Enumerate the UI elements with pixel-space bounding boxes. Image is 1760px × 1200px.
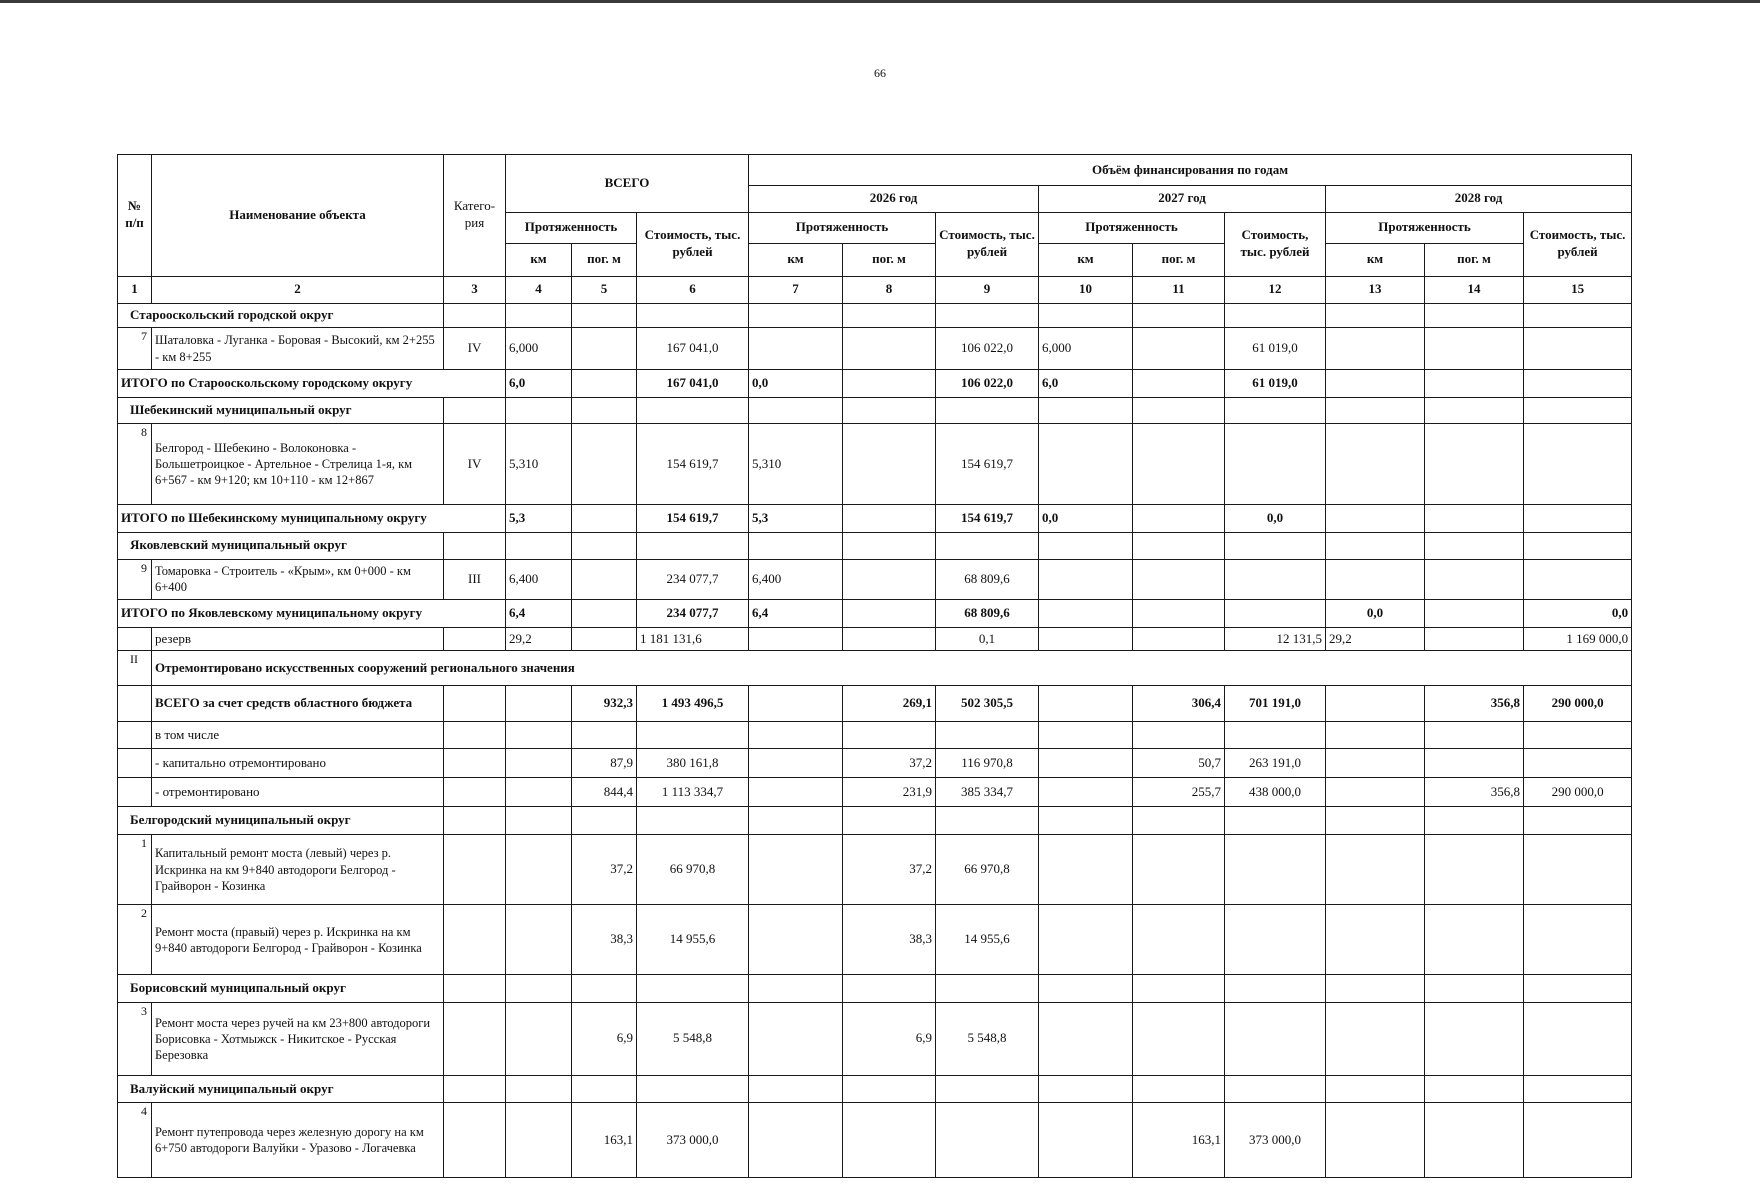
header-cost-2026: Стоимость, тыс. рублей: [936, 212, 1039, 276]
header-row-1: [118, 155, 1632, 186]
km-2026: 5,310: [749, 424, 843, 505]
total-cost: 14 955,6: [637, 905, 749, 975]
total-cost: 167 041,0: [637, 328, 749, 369]
cost-2027: 263 191,0: [1225, 749, 1326, 778]
col-number: 12: [1225, 276, 1326, 303]
total-cost: 154 619,7: [637, 424, 749, 505]
total-cost: 1 113 334,7: [637, 778, 749, 807]
header-pogm-total: пог. м: [572, 243, 637, 276]
total-km: 5,3: [506, 504, 572, 532]
header-year-2028: 2028 год: [1326, 185, 1632, 212]
table-row: [118, 424, 1632, 505]
header-total: ВСЕГО: [506, 155, 749, 213]
cost-2026: 14 955,6: [936, 905, 1039, 975]
reserve-row: [118, 627, 1632, 651]
total-pogm: 87,9: [572, 749, 637, 778]
km-2027: 0,0: [1039, 504, 1133, 532]
object-name: Шаталовка - Луганка - Боровая - Высокий, км 2+255 - км 8+255: [152, 328, 444, 369]
section-row: [118, 532, 1632, 559]
col-number: 2: [152, 276, 444, 303]
total-cost: 1 493 496,5: [637, 686, 749, 721]
total-cost: 234 077,7: [637, 599, 749, 627]
col-number: 5: [572, 276, 637, 303]
total-km: 5,310: [506, 424, 572, 505]
total-pogm: 37,2: [572, 835, 637, 905]
category: III: [444, 559, 506, 599]
header-cost-2027: Стоимость, тыс. рублей: [1225, 212, 1326, 276]
object-name: в том числе: [152, 721, 444, 749]
table-row: [118, 1003, 1632, 1075]
object-name: - капитально отремонтировано: [152, 749, 444, 778]
header-num: № п/п: [118, 155, 152, 277]
total-km: 29,2: [506, 627, 572, 651]
header-pogm-2028: пог. м: [1425, 243, 1524, 276]
table-row: [118, 778, 1632, 807]
header-length-2026: Протяженность: [749, 212, 936, 243]
section-row: [118, 807, 1632, 835]
cost-2026: 154 619,7: [936, 504, 1039, 532]
subtotal-label: ИТОГО по Старооскольскому городскому округу: [118, 369, 506, 397]
header-length-2028: Протяженность: [1326, 212, 1524, 243]
col-number: 15: [1524, 276, 1632, 303]
object-name: Томаровка - Строитель - «Крым», км 0+000 - км 6+400: [152, 559, 444, 599]
table-row: [118, 835, 1632, 905]
header-km-2026: км: [749, 243, 843, 276]
cost-2027: 373 000,0: [1225, 1103, 1326, 1178]
header-category: Катего-рия: [444, 155, 506, 277]
cost-2026: 0,1: [936, 627, 1039, 651]
total-pogm: 6,9: [572, 1003, 637, 1075]
total-km: 6,0: [506, 369, 572, 397]
header-km-total: км: [506, 243, 572, 276]
total-pogm: 38,3: [572, 905, 637, 975]
top-scan-border: [0, 0, 1760, 3]
subtotal-label: ИТОГО по Яковлевскому муниципальному округу: [118, 599, 506, 627]
km-2028: 0,0: [1326, 599, 1425, 627]
object-name: Капитальный ремонт моста (левый) через р. Искринка на км 9+840 автодороги Белгород - Грайворон - Козинка: [152, 835, 444, 905]
cost-2026: 66 970,8: [936, 835, 1039, 905]
section-row: [118, 303, 1632, 328]
km-2026: 0,0: [749, 369, 843, 397]
total-cost: 154 619,7: [637, 504, 749, 532]
cost-2026: 68 809,6: [936, 559, 1039, 599]
section-row: [118, 1075, 1632, 1103]
table-row: [118, 328, 1632, 369]
cost-2027: 12 131,5: [1225, 627, 1326, 651]
table-row: [118, 905, 1632, 975]
col-number: 9: [936, 276, 1039, 303]
cost-2026: 5 548,8: [936, 1003, 1039, 1075]
header-year-2027: 2027 год: [1039, 185, 1326, 212]
table-row: [118, 559, 1632, 599]
row-number: 7: [118, 328, 152, 369]
object-name: резерв: [152, 627, 444, 651]
section-title: Валуйский муниципальный округ: [118, 1075, 444, 1103]
col-number: 13: [1326, 276, 1425, 303]
pogm-2026: 37,2: [843, 749, 936, 778]
pogm-2027: 50,7: [1133, 749, 1225, 778]
row-number: 2: [118, 905, 152, 975]
km-2026: 6,400: [749, 559, 843, 599]
object-name: ВСЕГО за счет средств областного бюджета: [152, 686, 444, 721]
total-cost: 234 077,7: [637, 559, 749, 599]
header-length-total: Протяженность: [506, 212, 637, 243]
header-year-2026: 2026 год: [749, 185, 1039, 212]
km-2027: 6,0: [1039, 369, 1133, 397]
header-financing: Объём финансирования по годам: [749, 155, 1632, 186]
cost-2028: 290 000,0: [1524, 778, 1632, 807]
col-number: 6: [637, 276, 749, 303]
cost-2026: 106 022,0: [936, 328, 1039, 369]
km-2028: 29,2: [1326, 627, 1425, 651]
section-row: [118, 397, 1632, 424]
col-number: 4: [506, 276, 572, 303]
column-number-row: [118, 276, 1632, 303]
page-number: 66: [874, 66, 886, 80]
object-name: Белгород - Шебекино - Волоконовка - Большетроицкое - Артельное - Стрелица 1-я, км 6+567 - км 9+120; км 10+110 - км 12+867: [152, 424, 444, 505]
header-cost-total: Стоимость, тыс. рублей: [637, 212, 749, 276]
section-title: Борисовский муниципальный округ: [118, 975, 444, 1003]
total-cost: 380 161,8: [637, 749, 749, 778]
total-km: 6,4: [506, 599, 572, 627]
cost-2027: 0,0: [1225, 504, 1326, 532]
pogm-2028: 356,8: [1425, 686, 1524, 721]
pogm-2026: 6,9: [843, 1003, 936, 1075]
row-number: 1: [118, 835, 152, 905]
km-2027: 6,000: [1039, 328, 1133, 369]
table-row: [118, 1103, 1632, 1178]
total-cost: 66 970,8: [637, 835, 749, 905]
km-2026: 5,3: [749, 504, 843, 532]
cost-2027: 61 019,0: [1225, 369, 1326, 397]
cost-2027: 61 019,0: [1225, 328, 1326, 369]
object-name: Ремонт моста через ручей на км 23+800 автодороги Борисовка - Хотмыжск - Никитское - Русская Березовка: [152, 1003, 444, 1075]
pogm-2026: 38,3: [843, 905, 936, 975]
total-pogm: 932,3: [572, 686, 637, 721]
header-cost-2028: Стоимость, тыс. рублей: [1524, 212, 1632, 276]
row-number: II: [118, 651, 152, 686]
col-number: 10: [1039, 276, 1133, 303]
pogm-2027: 306,4: [1133, 686, 1225, 721]
table-row: [118, 721, 1632, 749]
pogm-2028: 356,8: [1425, 778, 1524, 807]
cost-2027: 701 191,0: [1225, 686, 1326, 721]
total-cost: 373 000,0: [637, 1103, 749, 1178]
section-row: [118, 651, 1632, 686]
cost-2026: 502 305,5: [936, 686, 1039, 721]
cost-2026: 385 334,7: [936, 778, 1039, 807]
km-2026: 6,4: [749, 599, 843, 627]
total-km: 6,400: [506, 559, 572, 599]
subtotal-row: [118, 369, 1632, 397]
object-name: - отремонтировано: [152, 778, 444, 807]
row-number: 3: [118, 1003, 152, 1075]
col-number: 11: [1133, 276, 1225, 303]
subtotal-row: [118, 599, 1632, 627]
table-row: [118, 686, 1632, 721]
object-name: Ремонт путепровода через железную дорогу на км 6+750 автодороги Валуйки - Уразово - Логачевка: [152, 1103, 444, 1178]
header-km-2027: км: [1039, 243, 1133, 276]
cost-2028: 0,0: [1524, 599, 1632, 627]
header-length-2027: Протяженность: [1039, 212, 1225, 243]
total-cost: 5 548,8: [637, 1003, 749, 1075]
cost-2027: 438 000,0: [1225, 778, 1326, 807]
section-title: Отремонтировано искусственных сооружений регионального значения: [152, 651, 1632, 686]
section-title: Шебекинский муниципальный округ: [118, 397, 444, 424]
pogm-2026: 231,9: [843, 778, 936, 807]
cost-2026: 116 970,8: [936, 749, 1039, 778]
col-number: 8: [843, 276, 936, 303]
header-pogm-2027: пог. м: [1133, 243, 1225, 276]
total-km: 6,000: [506, 328, 572, 369]
total-pogm: 844,4: [572, 778, 637, 807]
header-pogm-2026: пог. м: [843, 243, 936, 276]
total-cost: 1 181 131,6: [637, 627, 749, 651]
col-number: 1: [118, 276, 152, 303]
financing-table: [117, 154, 1632, 1178]
cost-2026: 154 619,7: [936, 424, 1039, 505]
header-km-2028: км: [1326, 243, 1425, 276]
table-row: [118, 749, 1632, 778]
pogm-2027: 255,7: [1133, 778, 1225, 807]
category: IV: [444, 328, 506, 369]
total-pogm: 163,1: [572, 1103, 637, 1178]
cost-2028: 1 169 000,0: [1524, 627, 1632, 651]
section-title: Яковлевский муниципальный округ: [118, 532, 444, 559]
pogm-2026: 269,1: [843, 686, 936, 721]
header-name: Наименование объекта: [152, 155, 444, 277]
cost-2026: 106 022,0: [936, 369, 1039, 397]
cost-2026: 68 809,6: [936, 599, 1039, 627]
category: IV: [444, 424, 506, 505]
section-title: Белгородский муниципальный округ: [118, 807, 444, 835]
col-number: 7: [749, 276, 843, 303]
row-number: 9: [118, 559, 152, 599]
section-title: Старооскольский городской округ: [118, 303, 444, 328]
row-number: 8: [118, 424, 152, 505]
pogm-2026: 37,2: [843, 835, 936, 905]
subtotal-row: [118, 504, 1632, 532]
pogm-2027: 163,1: [1133, 1103, 1225, 1178]
col-number: 14: [1425, 276, 1524, 303]
subtotal-label: ИТОГО по Шебекинскому муниципальному округу: [118, 504, 506, 532]
section-row: [118, 975, 1632, 1003]
row-number: 4: [118, 1103, 152, 1178]
col-number: 3: [444, 276, 506, 303]
total-cost: 167 041,0: [637, 369, 749, 397]
object-name: Ремонт моста (правый) через р. Искринка на км 9+840 автодороги Белгород - Грайворон - Козинка: [152, 905, 444, 975]
cost-2028: 290 000,0: [1524, 686, 1632, 721]
